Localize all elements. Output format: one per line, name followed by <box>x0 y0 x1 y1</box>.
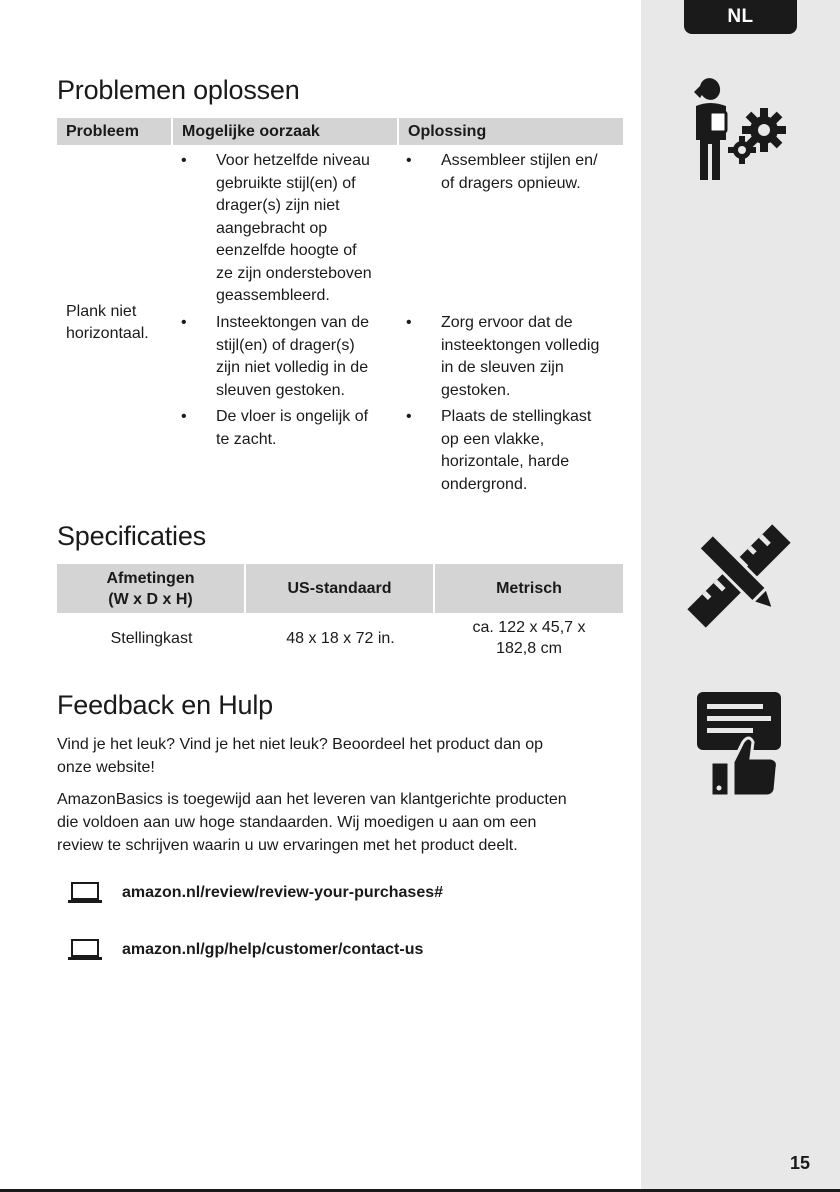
spec-us-value: 48 x 18 x 72 in. <box>286 629 395 647</box>
text-line: op een vlakke, <box>441 430 545 448</box>
text-line: Insteektongen van de <box>216 314 370 331</box>
header-metric: Metrisch <box>496 580 562 597</box>
troubleshooting-icon <box>686 76 790 184</box>
feedback-paragraph-1 <box>57 733 627 779</box>
text-line: Plaats de stellingkast <box>441 408 592 425</box>
text-line: in de sleuven zijn <box>441 359 564 376</box>
metric-line1: ca. 122 x 45,7 x <box>472 619 586 636</box>
text-line: Assembleer stijlen en/ <box>441 152 598 169</box>
review-link[interactable]: amazon.nl/review/review-your-purchases# <box>122 884 444 901</box>
feedback-title: Feedback en Hulp <box>57 690 273 720</box>
text-line: insteektongen volledig <box>441 336 600 354</box>
problem-text: Plank niet horizontaal. <box>66 303 149 342</box>
text-line: te zacht. <box>216 430 277 448</box>
language-tab: NL <box>684 0 797 34</box>
spec-metric-value <box>435 613 623 663</box>
troubleshooting-title: Problemen oplossen <box>57 75 300 105</box>
text-line: AmazonBasics is toegewijd aan het leveren van klantgerichte producten <box>57 791 567 808</box>
text-line: geassembleerd. <box>216 287 330 304</box>
feedback-icon <box>697 692 781 798</box>
text-line: Vind je het leuk? Vind je het niet leuk? Beoordeel het product dan op <box>57 736 543 753</box>
header-dimensions-line1: Afmetingen <box>106 569 195 587</box>
text-line: eenzelfde hoogte of <box>216 242 357 259</box>
text-line: zijn niet volledig in de <box>216 359 369 376</box>
text-line: die voldoen aan uw hoge standaarden. Wij moedigen u aan om een <box>57 814 537 831</box>
contact-link[interactable]: amazon.nl/gp/help/customer/contact-us <box>122 941 424 958</box>
text-line: ze zijn ondersteboven <box>216 264 372 282</box>
troubleshooting-table <box>57 118 623 145</box>
laptop-icon <box>68 939 102 961</box>
specifications-table <box>57 564 623 663</box>
specifications-icon <box>686 524 792 628</box>
text-line: Voor hetzelfde niveau <box>216 152 370 169</box>
text-line: aangebracht op <box>216 219 328 237</box>
text-line: review te schrijven waarin u uw ervaringen met het product deelt. <box>57 837 518 854</box>
text-line: of dragers opnieuw. <box>441 174 581 192</box>
review-link-row[interactable] <box>68 882 443 904</box>
problem-cell <box>57 301 173 345</box>
header-dimensions <box>57 564 246 613</box>
troubleshooting-header <box>57 118 623 145</box>
header-solution: Oplossing <box>408 122 487 140</box>
contact-link-row[interactable] <box>68 939 423 961</box>
text-line: stijl(en) of drager(s) <box>216 336 355 354</box>
text-line: drager(s) zijn niet <box>216 197 340 214</box>
metric-line2: 182,8 cm <box>496 640 562 657</box>
text-line: horizontale, harde <box>441 453 570 470</box>
text-line: sleuven gestoken. <box>216 381 345 399</box>
laptop-icon <box>68 882 102 904</box>
text-line: onze website! <box>57 759 155 776</box>
specifications-header <box>57 564 623 613</box>
header-cause: Mogelijke oorzaak <box>173 118 399 145</box>
table-row <box>57 613 623 663</box>
feedback-paragraph-2 <box>57 788 627 857</box>
page-number: 15 <box>790 1153 811 1173</box>
header-us-standard: US-standaard <box>246 564 435 613</box>
text-line: gebruikte stijl(en) of <box>216 174 356 192</box>
spec-name: Stellingkast <box>110 629 193 647</box>
text-line: gestoken. <box>441 381 511 399</box>
specifications-title: Specificaties <box>57 521 206 551</box>
text-line: ondergrond. <box>441 475 528 493</box>
text-line: De vloer is ongelijk of <box>216 408 369 425</box>
text-line: Zorg ervoor dat de <box>441 314 573 331</box>
header-problem: Probleem <box>57 118 173 145</box>
header-dimensions-line2: (W x D x H) <box>108 590 193 608</box>
